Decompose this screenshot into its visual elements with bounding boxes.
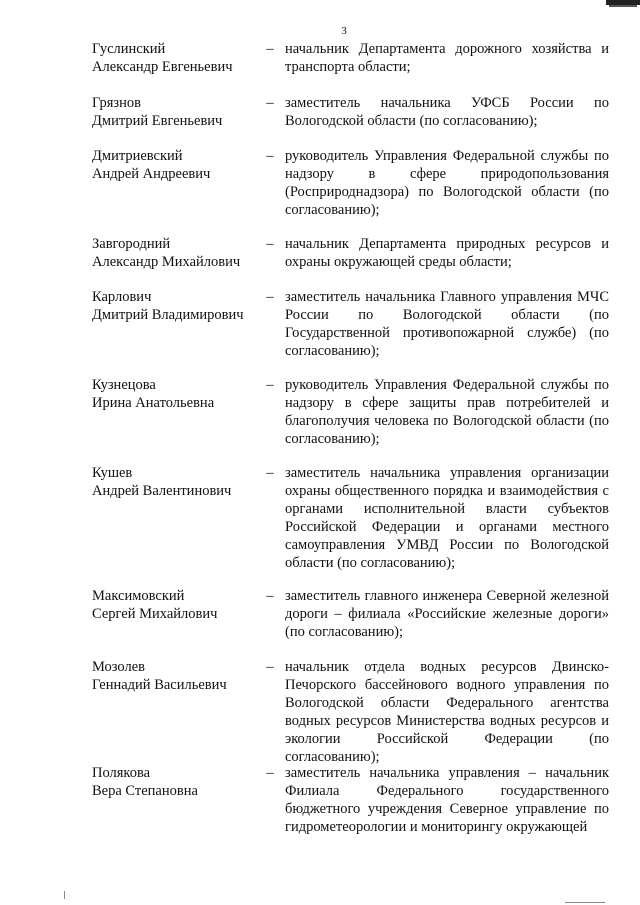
dash: – [266, 765, 274, 781]
person-name [92, 94, 260, 130]
dash: – [266, 148, 274, 164]
person-name [92, 658, 260, 694]
given-names: Андрей Андреевич [92, 166, 211, 182]
surname: Кушев [92, 465, 133, 481]
position-description: начальник Департамента дорожного хозяйства и транспорта области; [285, 41, 609, 75]
dash: – [266, 659, 274, 675]
surname: Полякова [92, 765, 151, 781]
surname: Дмитриевский [92, 148, 183, 164]
person-name [92, 235, 260, 271]
person-name [92, 288, 260, 324]
given-names: Александр Евгеньевич [92, 59, 233, 75]
surname: Карлович [92, 289, 152, 305]
surname: Гуслинский [92, 41, 166, 57]
given-names: Геннадий Васильевич [92, 677, 227, 693]
surname: Кузнецова [92, 377, 156, 393]
given-names: Дмитрий Евгеньевич [92, 113, 223, 129]
person-name [92, 147, 260, 183]
person-name [92, 376, 260, 412]
given-names: Дмитрий Владимирович [92, 307, 244, 323]
surname: Грязнов [92, 95, 141, 111]
corner-scan-mark [606, 0, 640, 5]
dash: – [266, 588, 274, 604]
position-description: заместитель начальника Главного управления МЧС России по Вологодской области (по Государственной противопожарной службе) (по согласованию); [285, 289, 609, 359]
person-name [92, 40, 260, 76]
given-names: Вера Степановна [92, 783, 198, 799]
person-name [92, 764, 260, 800]
surname: Завгородний [92, 236, 171, 252]
position-description: начальник Департамента природных ресурсов и охраны окружающей среды области; [285, 236, 609, 270]
given-names: Сергей Михайлович [92, 606, 218, 622]
person-name [92, 587, 260, 623]
dash: – [266, 289, 274, 305]
position-description: начальник отдела водных ресурсов Двинско-Печорского бассейнового водного управления по Вологодской области Федерального агентства водных ресурсов Министерства водных ресурсов и экологии Российской Федерации (по согласованию); [285, 659, 609, 765]
given-names: Александр Михайлович [92, 254, 241, 270]
person-name [92, 464, 260, 500]
position-description: заместитель главного инженера Северной железной дороги – филиала «Российские железные дороги» (по согласованию); [285, 588, 609, 640]
page-number: 3 [341, 25, 347, 37]
position-description: руководитель Управления Федеральной службы по надзору в сфере защиты прав потребителей и благополучия человека по Вологодской области (по согласованию); [285, 377, 609, 447]
given-names: Андрей Валентинович [92, 483, 232, 499]
position-description: заместитель начальника УФСБ России по Вологодской области (по согласованию); [285, 95, 609, 129]
dash: – [266, 236, 274, 252]
dash: – [266, 95, 274, 111]
dash: – [266, 41, 274, 57]
dash: – [266, 465, 274, 481]
scan-rule-mark [565, 902, 605, 903]
position-description: заместитель начальника управления – начальник Филиала Федерального государственного бюджетного учреждения Северное управление по гидрометеорологии и мониторингу окружающей [285, 765, 609, 835]
surname: Мозолев [92, 659, 146, 675]
surname: Максимовский [92, 588, 185, 604]
scan-tick-mark [64, 891, 65, 899]
position-description: заместитель начальника управления организации охраны общественного порядка и взаимодействия с органами исполнительной власти субъектов Российской Федерации и органами местного самоуправления УМВД России по Вологодской области (по согласованию); [285, 465, 609, 571]
position-description: руководитель Управления Федеральной службы по надзору в сфере природопользования (Росприроднадзора) по Вологодской области (по согласованию); [285, 148, 609, 218]
given-names: Ирина Анатольевна [92, 395, 215, 411]
dash: – [266, 377, 274, 393]
